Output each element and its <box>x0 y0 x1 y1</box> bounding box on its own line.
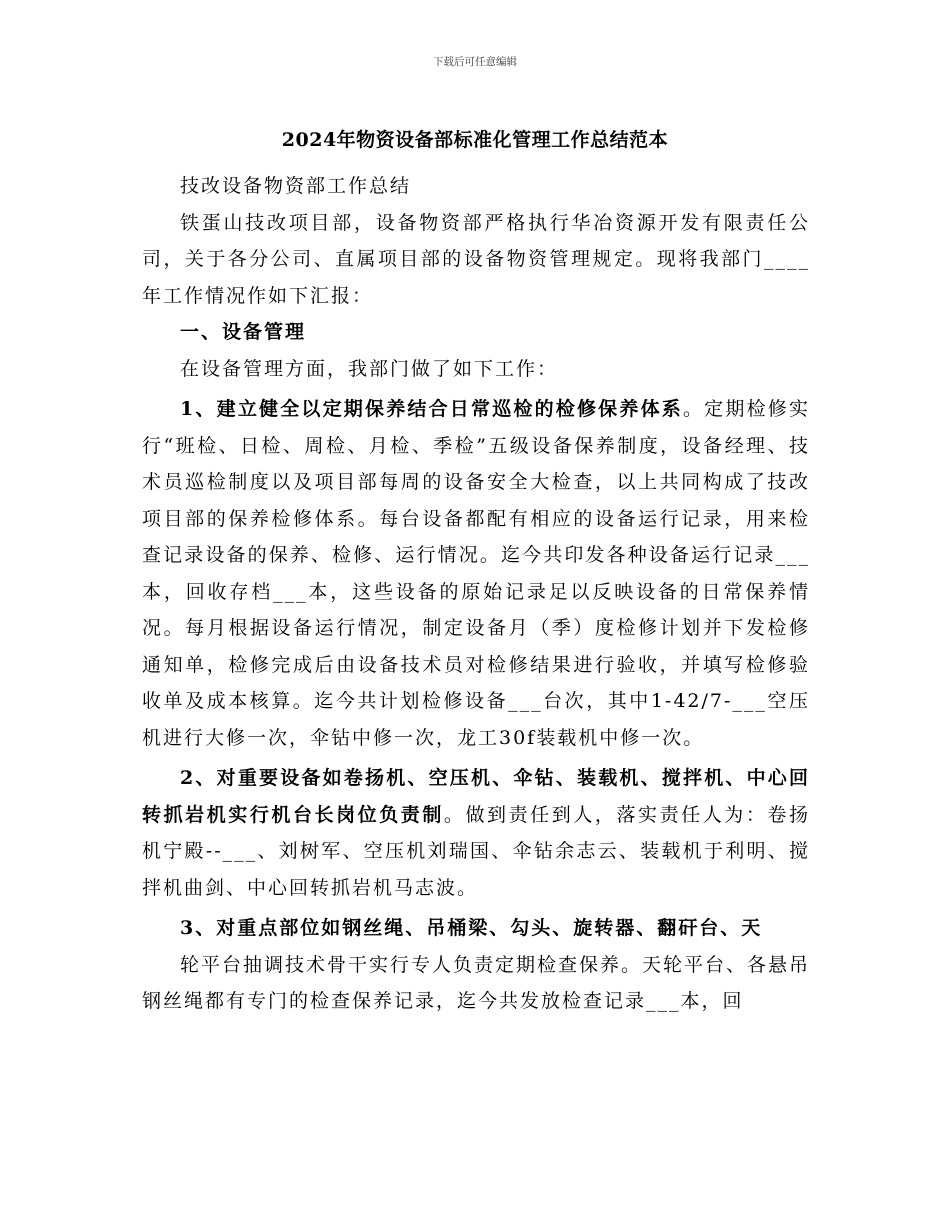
page-header-note: 下载后可任意编辑 <box>433 56 517 68</box>
item-2-text: 。做到责任到人，落实责任人为：卷扬机宁殿--___、刘树军、空压机刘瑞国、伞钻余志云、装载机于利明、搅拌机曲剑、中心回转抓岩机马志波。 <box>142 803 810 899</box>
paragraph-intro: 铁蛋山技改项目部，设备物资部严格执行华冶资源开发有限责任公司，关于各分公司、直属项目部的设备物资管理规定。现将我部门____年工作情况作如下汇报： <box>142 211 810 307</box>
paragraph-equipment-intro: 在设备管理方面，我部门做了如下工作： <box>180 357 559 380</box>
paragraph-item-3-heading: 3、对重点部位如钢丝绳、吊桶梁、勾头、旋转器、翻矸台、天 <box>180 917 763 939</box>
paragraph-item-1 <box>142 391 810 756</box>
item-2-heading: 2、对重要设备如卷扬机、空压机、伞钻、装载机、搅拌机、中心回转抓岩机实行机台长岗位负责制 <box>142 767 810 826</box>
section-heading-equipment: 一、设备管理 <box>180 321 307 343</box>
document-body <box>142 168 810 1020</box>
document-title: 2024年物资设备部标准化管理工作总结范本 <box>281 129 669 151</box>
item-1-heading: 1、建立健全以定期保养结合日常巡检的检修保养体系 <box>180 398 683 420</box>
paragraph-item-3-text: 轮平台抽调技术骨干实行专人负责定期检查保养。天轮平台、各悬吊钢丝绳都有专门的检查保养记录，迄今共发放检查记录___本，回 <box>142 953 811 1012</box>
paragraph-item-2 <box>142 760 810 906</box>
item-1-text: 。定期检修实行“班检、日检、周检、月检、季检”五级设备保养制度，设备经理、技术员巡检制度以及项目部每周的设备安全大检查，以上共同构成了技改项目部的保养检修体系。每台设备都配有相应的设备运行记录，用来检查记录设备的保养、检修、运行情况。迄今共印发各种设备运行记录___本，回收存档___本，这些设备的原始记录足以反映设备的日常保养情况。每月根据设备运行情况，制定设备月（季）度检修计划并下发检修通知单，检修完成后由设备技术员对检修结果进行验收，并填写检修验收单及成本核算。迄今共计划检修设备___台次，其中1-42/7-___空压机进行大修一次，伞钻中修一次，龙工30f装载机中修一次。 <box>142 398 810 749</box>
paragraph-subtitle: 技改设备物资部工作总结 <box>180 175 412 197</box>
